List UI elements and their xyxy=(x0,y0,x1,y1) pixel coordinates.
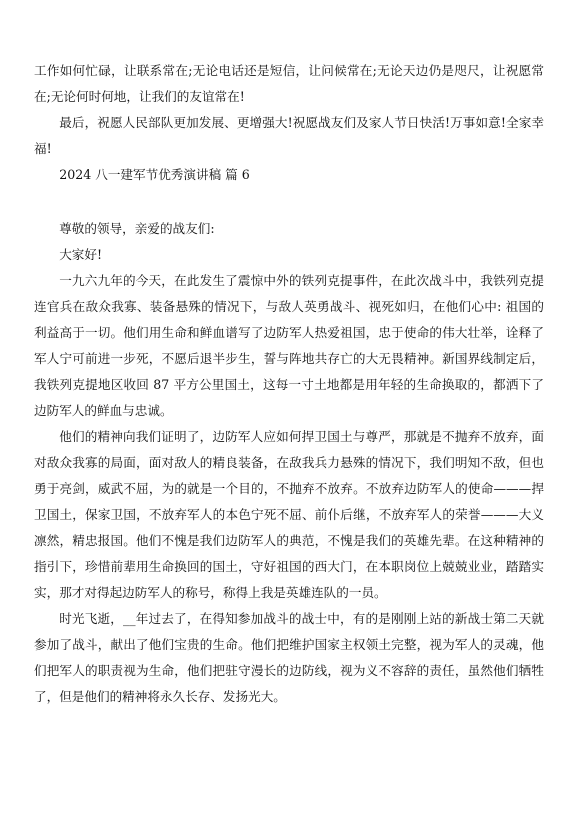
paragraph-tielieketi-event: 一九六九年的今天，在此发生了震惊中外的铁列克提事件，在此次战斗中，我铁列克提连官兵在敌众我寡、装备悬殊的情况下，与敌人英勇战斗、视死如归，在他们心中: 祖国的利益高于一切。他们用生命和鲜血谱写了边防军人热爱祖国，忠于使命的伟大壮举，诠释了军人宁可前进一步死，不愿后退半步生，誓与阵地共存亡的大无畏精神。新国界线制定后，我铁列克提地区收回 87 平方公里国土，这每一寸土地都是用年轻的生命换取的，都洒下了边防军人的鲜血与忠诚。 xyxy=(34,273,544,418)
paragraph-closing-wishes: 最后，祝愿人民部队更加发展、更增强大!祝愿战友们及家人节日快活!万事如意!全家幸福! xyxy=(34,115,544,156)
paragraph-sacrifice: 时光飞逝，__年过去了，在得知参加战斗的战士中，有的是刚刚上站的新战士第二天就参加了战斗，献出了他们宝贵的生命。他们把维护国家主权领土完整，视为军人的灵魂，他们把军人的职责视为生命，他们把驻守漫长的边防线，视为义不容辞的责任，虽然他们牺牲了，但是他们的精神将永久长存、发扬光大。 xyxy=(34,611,544,704)
paragraph-friendship: 工作如何忙碌，让联系常在;无论电话还是短信，让问候常在;无论天边仍是咫尺，让祝愿常在;无论何时何地，让我们的友谊常在! xyxy=(34,63,544,104)
section-title: 2024 八一建军节优秀演讲稿 篇 6 xyxy=(59,167,250,182)
salutation: 尊敬的领导，亲爱的战友们: xyxy=(59,221,215,236)
paragraph-spirit: 他们的精神向我们证明了，边防军人应如何捍卫国土与尊严，那就是不抛弃不放弃，面对敌众我寡的局面，面对敌人的精良装备，在敌我兵力悬殊的情况下，我们明知不敌，但也勇于亮剑，威武不屈，为的就是一个目的，不抛弃不放弃。不放弃边防军人的使命———捍卫国土，保家卫国，不放弃军人的本色宁死不屈、前仆后继，不放弃军人的荣誉———大义凛然，精忠报国。他们不愧是我们边防军人的典范，不愧是我们的英雄先辈。在这种精神的指引下，珍惜前辈用生命换回的国土，守好祖国的西大门，在本职岗位上兢兢业业，踏踏实实，那才对得起边防军人的称号，称得上我是英雄连队的一员。 xyxy=(34,429,544,600)
greeting: 大家好! xyxy=(59,247,103,262)
